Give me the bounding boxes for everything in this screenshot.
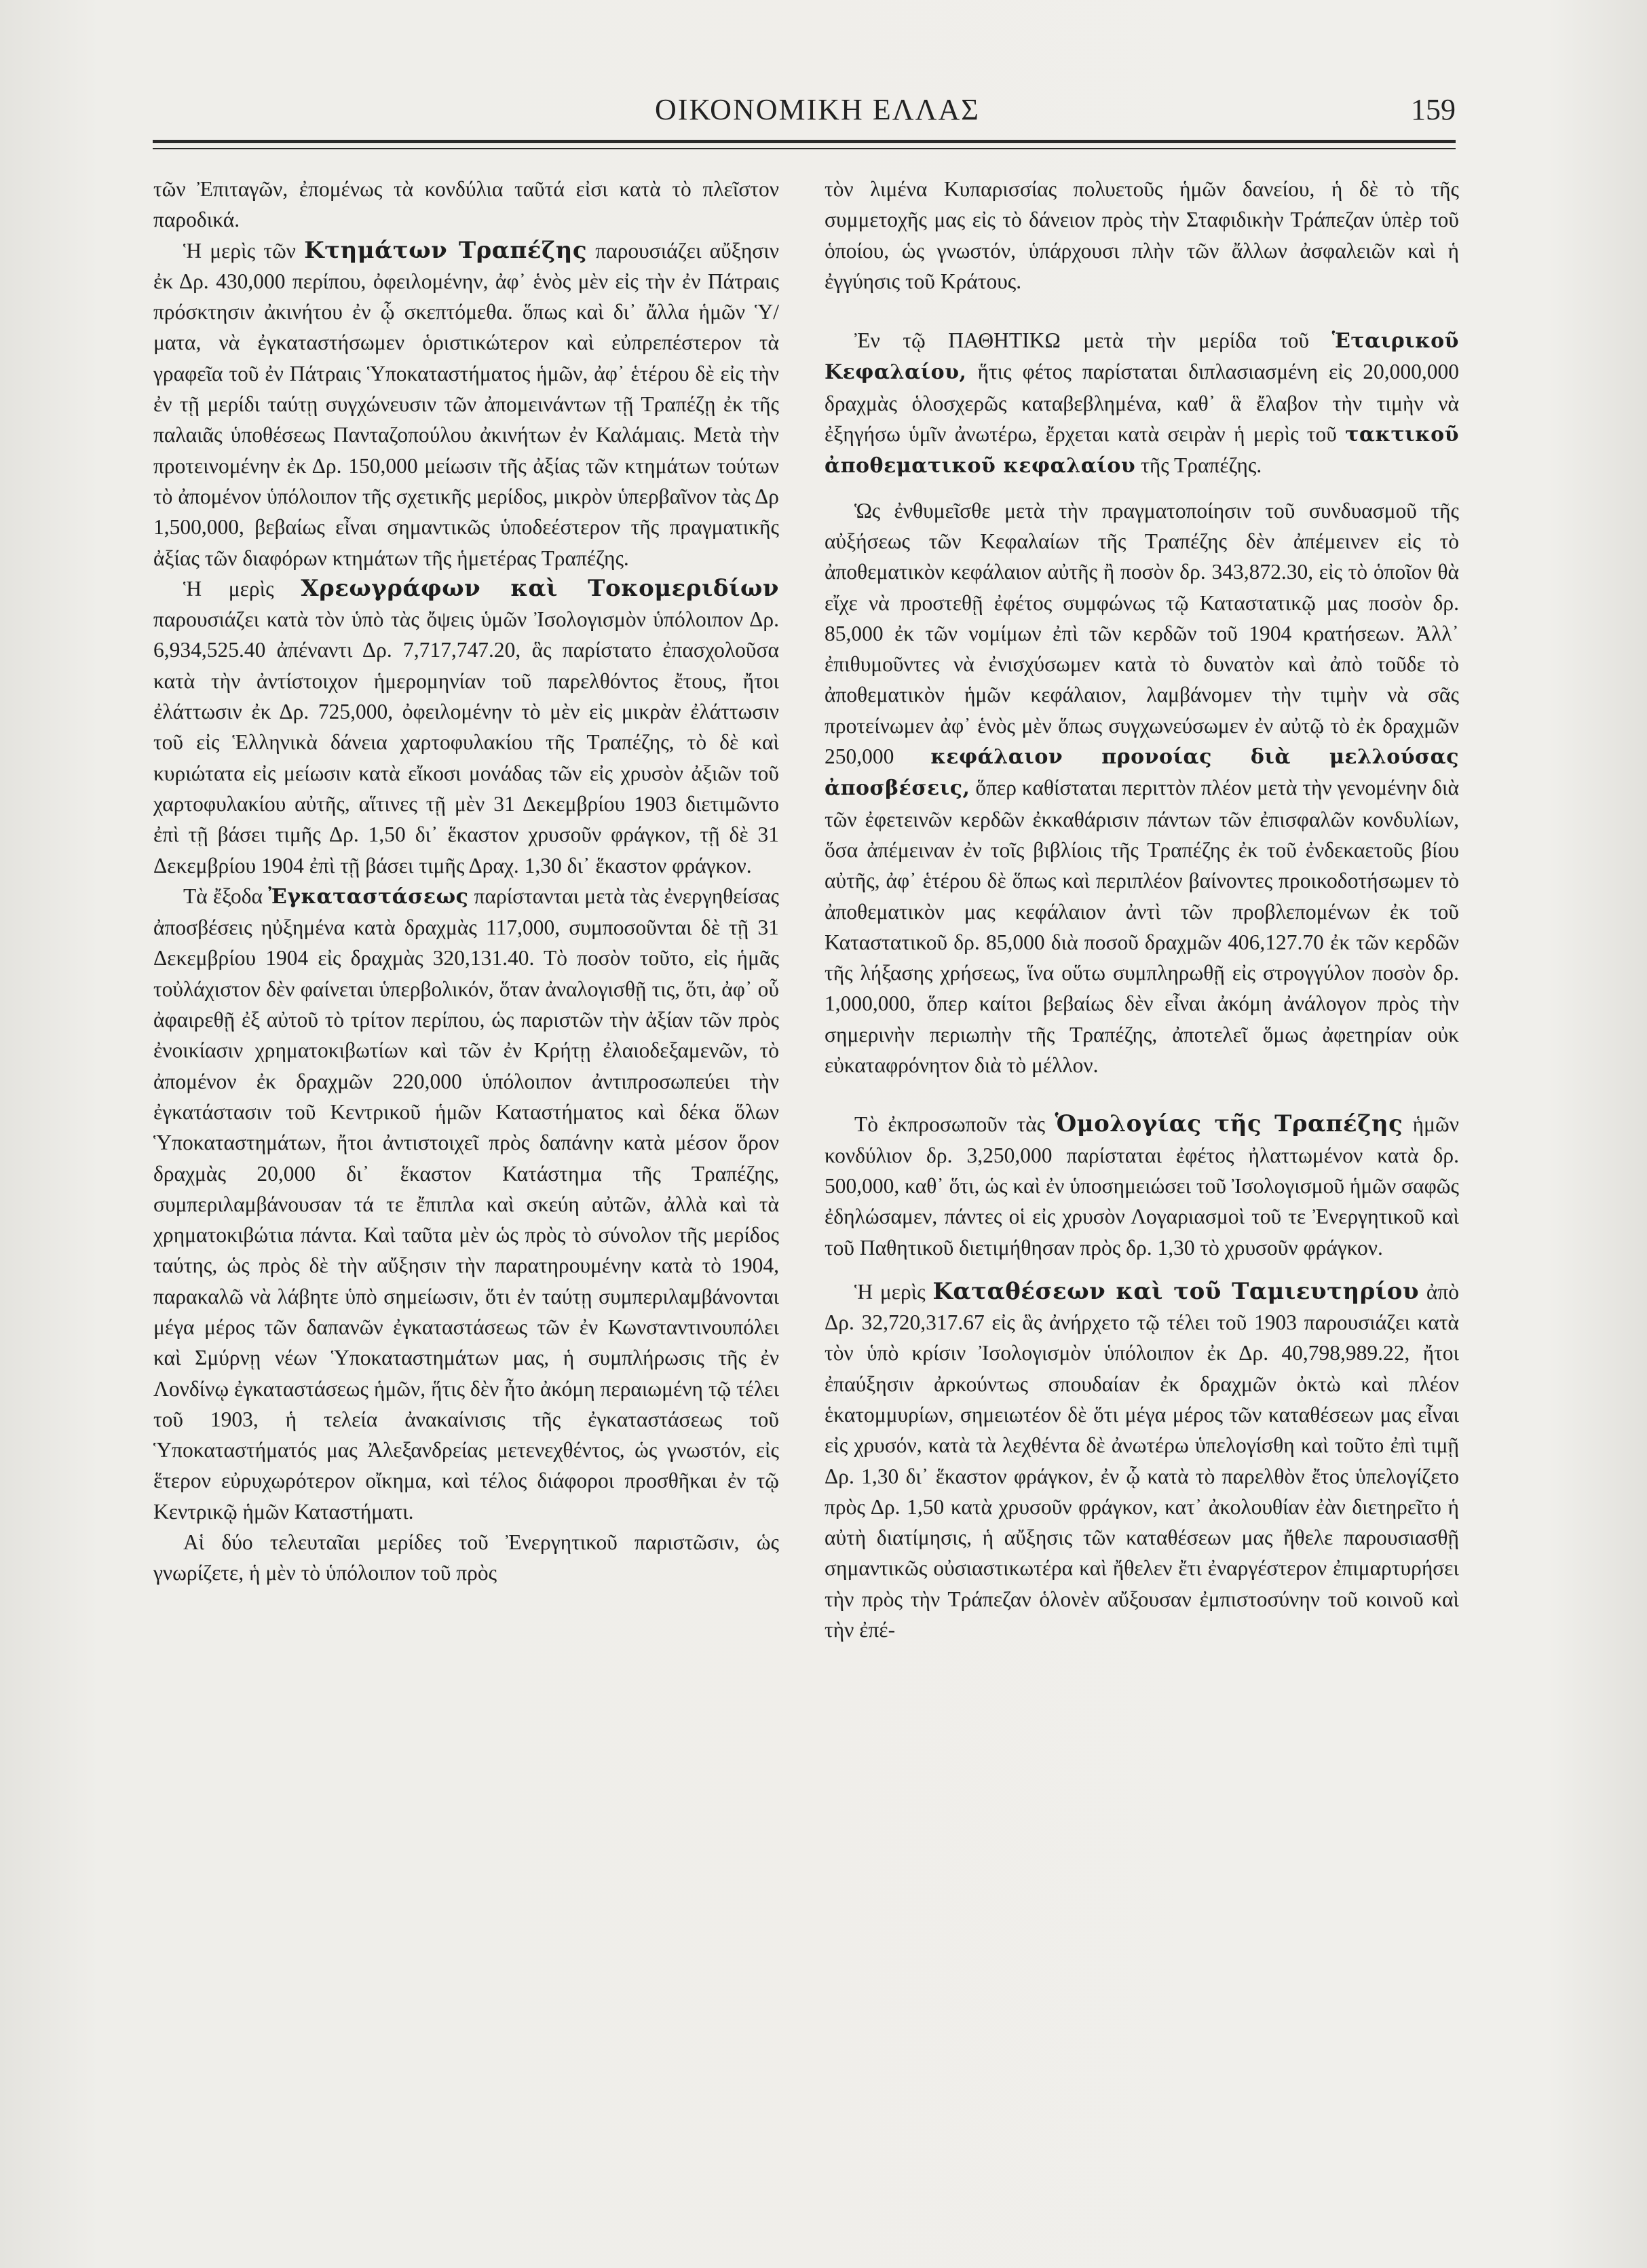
- paragraph-tail: τῆς Τραπέζης.: [1141, 453, 1262, 478]
- paragraph-body: ἀπὸ Δρ. 32,720,317.67 εἰς ἃς ἀνήρχετο τῷ τέλει τοῦ 1903 παρουσιάζει κατὰ τὸν ὑπὸ κρίσιν Ἰσολογισμὸν ὑπόλοιπον ἐκ Δρ. 40,798,989.22, ἤτοι ἐπαύξησιν ἀρκούντως σπουδαίαν ἐκ δραχμῶν ὀκτὼ καὶ πλέον ἑκατομμυρίων, σημειωτέον δὲ ὅτι μέγα μέρος τῶν καταθέσεων μας εἶναι εἰς χρυσόν, κατὰ τὰ λεχθέντα δὲ ἀνωτέρω ὑπελογίσθη καὶ τοῦτο ἐπὶ τιμῇ Δρ. 1,30 δι᾽ ἕκαστον φράγκον, ἐν ᾧ κατὰ τὸ παρελθὸν ἔτος ὑπελογίζετο πρὸς Δρ. 1,50 κατὰ χρυσοῦν φράγκον, κατ᾽ ἀκολουθίαν ἐὰν διετηρεῖτο ἡ αὐτὴ διατίμησις, ἡ αὔξησις τῶν καταθέσεων μας ἤθελε παρουσιασθῇ σημαντικῶς οὐσιαστικωτέρα καὶ ἤθελεν ἔτι ἐναργέστερον ἐπιμαρτυρήσει τὴν πρὸς τὴν Τράπεζαν ὁλονὲν αὔξουσαν ἐμπιστοσύνην τοῦ κοινοῦ καὶ τὴν ἐπέ-: [825, 1279, 1460, 1642]
- paragraph-body: παρίστανται μετὰ τὰς ἐνεργηθείσας ἀποσβέσεις ηὐξημένα κατὰ δραχμὰς 117,000, συμποσοῦνται δὲ τῇ 31 Δεκεμβρίου 1904 εἰς δραχμὰς 320,131.40. Τὸ ποσὸν τοῦτο, εἰς ἡμᾶς τοὐλάχιστον δὲν φαίνεται ὑπερβολικόν, ὅταν ἀναλογισθῇ τις, ὅτι, ἀφ᾽ οὗ ἀφαιρεθῇ ἐξ αὐτοῦ τὸ τρίτον περίπου, ὡς παριστῶν τὴν ἀξίαν τῶν πρὸς ἐνοικίασιν χρηματοκιβωτίων καὶ τῶν ἐν Κρήτῃ ἐλαιοδεξαμενῶν, τὸ ἀπομένον ἐκ δραχμῶν 220,000 ὑπόλοιπον ἀντιπροσωπεύει τὴν ἐγκατάστασιν τοῦ Κεντρικοῦ ἡμῶν Καταστήματος καὶ δέκα ὅλων Ὑποκαταστημάτων, ἤτοι ἀντιστοιχεῖ πρὸς δαπάνην κατὰ μέσον ὅρον δραχμὰς 20,000 δι᾽ ἕκαστον Κατάστημα τῆς Τραπέζης, συμπεριλαμβάνουσαν τά τε ἔπιπλα καὶ σκεύη αὐτῶν, ἀλλὰ καὶ τὰ χρηματοκιβώτια πάντα. Καὶ ταῦτα μὲν ὡς πρὸς τὸ σύνολον τῆς μερίδος ταύτης, ὡς πρὸς δὲ τὴν αὔξησιν τὴν παρατηρουμένην κατὰ τὸ 1904, παρακαλῶ νὰ λάβητε ὑπὸ σημείωσιν, ὅτι ἐν ταύτῃ συμπεριλαμβάνονται μέγα μέρος τῶν δαπανῶν ἐγκαταστάσεως τῶν ἐν Κωνσταντινουπόλει καὶ Σμύρνῃ νέων Ὑποκαταστημάτων μας, ἡ συμπλήρωσις τῆς ἐν Λονδίνῳ ἐγκαταστάσεως ἡμῶν, ἥτις δὲν ἦτο ἀκόμη περαιωμένη τῷ τέλει τοῦ 1903, ἡ τελεία ἀνακαίνισις τῆς ἐγκαταστάσεως τοῦ Ὑποκαταστήματός μας Ἀλεξανδρείας μετενεχθέντος, ὡς γνωστόν, εἰς ἕτερον εὐρυχωρότερον οἴκημα, καὶ τέλος διάφοροι προσθῆκαι ἐν τῷ Κεντρικῷ ἡμῶν Καταστήματι.: [153, 884, 780, 1524]
- paragraph: [153, 235, 779, 573]
- paragraph: [825, 495, 1459, 1081]
- paragraph-lead: Τὸ ἐκπροσωποῦν τὰς: [854, 1112, 1046, 1137]
- section-heading-bonds: Ὁμολογίας τῆς Τραπέζης: [1055, 1110, 1403, 1138]
- paragraph: τῶν Ἐπιταγῶν, ἐπομένως τὰ κονδύλια ταῦτά εἰσι κατὰ τὸ πλεῖστον παροδικά.: [153, 177, 779, 232]
- section-heading-share-capital: Ἑταιρικοῦ Κεφαλαίου,: [825, 329, 1459, 385]
- paragraph-lead: Ἡ μερὶς: [183, 576, 274, 601]
- paragraph-body: παρουσιάζει κατὰ τὸν ὑπὸ τὰς ὄψεις ὑμῶν Ἰσολογισμὸν ὑπόλοιπον Δρ. 6,934,525.40 ἀπέναντι Δρ. 7,717,747.20, ἃς παρίστατο ἐπασχολοῦσα κατὰ τὴν ἀντίστοιχον ἡμερομηνίαν τοῦ παρελθόντος ἔτους, ἤτοι ἐλάττωσιν ἐκ Δρ. 725,000, ὀφειλομένην τὸ μὲν εἰς μικρὰν ἐλάττωσιν τοῦ εἰς Ἑλληνικὰ δάνεια χαρτοφυλακίου τῆς Τραπέζης, τὸ δὲ καὶ κυριώτατα εἰς μείωσιν κατὰ εἴκοσι μονάδας τῶν εἰς χρυσὸν ἀξιῶν τοῦ χαρτοφυλακίου αὐτῆς, αἵτινες τῇ μὲν 31 Δεκεμβρίου 1903 διετιμῶντο ἐπὶ τῇ βάσει τιμῆς Δρ. 1,50 δι᾽ ἕκαστον χρυσοῦν φράγκον, τῇ δὲ 31 Δεκεμβρίου 1904 ἐπὶ τῇ βάσει τιμῆς Δραχ. 1,30 δι᾽ ἕκαστον φράγκον.: [153, 607, 779, 877]
- paragraph-body: Ὡς ἐνθυμεῖσθε μετὰ τὴν πραγματοποίησιν τοῦ συνδυασμοῦ τῆς αὐξήσεως τῶν Κεφαλαίων τῆς Τραπέζης δὲν ἀπέμεινεν εἰς τὸ ἀποθεματικὸν κεφάλαιον αὐτῆς ἢ ποσὸν δρ. 343,872.30, εἰς τὸ ὁποῖον θὰ εἴχε νὰ προστεθῇ ἐφέτος συμφώνως τῷ Καταστατικῷ μας ποσὸν δρ. 85,000 ἐκ τῶν νομίμων ἐπὶ τῶν κερδῶν τοῦ 1904 κρατήσεων. Ἀλλ᾽ ἐπιθυμοῦντες νὰ ἐνισχύσωμεν κατὰ τὸ δυνατὸν καὶ ἀπὸ τοῦδε τὸ ἀποθεματικὸν ἡμῶν κεφάλαιον, λαμβάνομεν τὴν τιμὴν νὰ σᾶς προτείνωμεν ἀφ᾽ ἑνὸς μὲν ὅπως συγχωνεύσωμεν ἐν αὐτῷ τὸ ἐκ δραχμῶν 250,000: [825, 498, 1459, 769]
- paragraph-lead: Ἡ μερὶς τῶν: [183, 238, 296, 263]
- paragraph-tail: ὅπερ καθίσταται περιττὸν πλέον μετὰ τὴν γενομένην διὰ τῶν ἐφετεινῶν κερδῶν ἐκκαθάρισιν πάντων τῶν ἐπισφαλῶν κονδυλίων, ὅσα ἀπέμειναν ἐν τοῖς βιβλίοις τῆς Τραπέζης ἐκ τοῦ ἐνδεκαετοῦς βίου αὐτῆς, ἀφ᾽ ἑτέρου δὲ ὅπως καὶ περιπλέον βαίνοντες προικοδοτήσωμεν τὸ ἀποθεματικὸν μας κεφάλαιον ἀντὶ τῶν προβλεπομένων ἐκ τοῦ Καταστατικοῦ δρ. 85,000 διὰ ποσοῦ δραχμῶν 406,127.70 ἐκ τῶν κερδῶν τῆς λήξασης χρήσεως, ἵνα οὕτω συμπληρωθῇ εἰς στρογγύλον ποσὸν δρ. 1,000,000, ὅπερ καίτοι βεβαίως δὲν εἶναι ἀκόμη ἀνάλογον πρὸς τὴν σημερινὴν περιωπὴν τῆς Τραπέζης, ἀποτελεῖ ὅμως ἀφετηρίαν οὐκ εὐκαταφρόνητον διὰ τὸ μέλλον.: [825, 776, 1459, 1078]
- paragraph-body: ἡμῶν κονδύλιον δρ. 3,250,000 παρίσταται ἐφέτος ἠλαττωμένον κατὰ δρ. 500,000, καθ᾽ ὅτι, ὡς καὶ ἐν ὑποσημειώσει τοῦ Ἰσολογισμοῦ ἡμῶν σαφῶς ἐδηλώσαμεν, πάντες οἱ εἰς χρυσὸν Λογαριασμοὶ τοῦ τε Ἐνεργητικοῦ καὶ τοῦ Παθητικοῦ διετιμήθησαν πρὸς δρ. 1,30 τὸ χρυσοῦν φράγκον.: [825, 1112, 1460, 1260]
- paragraph-body: ἥτις φέτος παρίσταται διπλασιασμένη εἰς 20,000,000 δραχμὰς ὁλοσχερῶς καταβεβλημένα, καθ᾽ ἃ ἔλαβον τὴν τιμὴν νὰ ἐξηγήσω ὑμῖν ἀνωτέρω, ἔρχεται κατὰ σειρὰν ἡ μερὶς τοῦ: [825, 360, 1459, 447]
- right-column: [825, 174, 1459, 1645]
- section-heading-reserve-fund: τακτικοῦ ἀποθεματικοῦ κεφαλαίου: [825, 423, 1460, 478]
- paragraph: [153, 881, 779, 1527]
- running-title: ΟΙΚΟΝΟΜΙΚΗ ΕΛΛΑΣ: [655, 93, 980, 126]
- section-heading-properties: Κτημάτων Τραπέζης: [304, 236, 588, 264]
- paragraph: [825, 1109, 1459, 1262]
- paragraph-body: παρουσιάζει αὔξησιν ἐκ Δρ. 430,000 περίπου, ὀφειλομένην, ἀφ᾽ ἑνὸς μὲν εἰς τὴν ἐν Πάτραις πρόσκτησιν ἀκινήτου ἐν ᾧ σκεπτόμεθα. ὅπως καὶ δι᾽ ἄλλα ἡμῶν Ὑ/ματα, νὰ ἐγκαταστήσωμεν ὁριστικώτερον καὶ εὐπρεπέστερον τὰ γραφεῖα τοῦ ἐν Πάτραις Ὑποκαταστήματος ἡμῶν, ἀφ᾽ ἑτέρου δὲ εἰς τὴν ἐν τῇ μερίδι ταύτῃ συγχώνευσιν τῶν ἀπομεινάντων τῇ Τραπέζῃ ἐκ τῆς παλαιᾶς ὑποθέσεως Πανταζοπούλου ἀκινήτων ἐν Καλάμαις. Μετὰ τὴν προτεινομένην ἐκ Δρ. 150,000 μείωσιν τῆς ἀξίας τῶν κτημάτων τούτων τὸ ἀπομένον ὑπόλοιπον τῆς σχετικῆς μερίδος, μικρὸν ὑπερβαῖνον τὰς Δρ 1,500,000, βεβαίως εἶναι σημαντικῶς ὑποδεέστερον τῆς πραγματικῆς ἀξίας τῶν διαφόρων κτημάτων τῆς ἡμετέρας Τραπέζης.: [153, 238, 779, 570]
- paragraph-lead: Ἡ μερὶς: [854, 1279, 926, 1304]
- paragraph-lead: Τὰ ἔξοδα: [183, 884, 263, 908]
- page-header: [153, 88, 1456, 129]
- left-column: [153, 174, 779, 1589]
- paragraph: [825, 1277, 1459, 1646]
- paragraph: [153, 573, 779, 881]
- header-rule-thin: [153, 148, 1456, 149]
- section-heading-provision-fund: κεφάλαιον προνοίας διὰ μελλούσας ἀποσβέσεις,: [825, 745, 1460, 801]
- paragraph: τὸν λιμένα Κυπαρισσίας πολυετοῦς ἡμῶν δανείου, ἡ δὲ τὸ τῆς συμμετοχῆς μας εἰς τὸ δάνειον πρὸς τὴν Σταφιδικὴν Τράπεζαν ὑπὲρ τοῦ ὁποίου, ὡς γνωστόν, ὑπάρχουσι πλὴν τῶν ἄλλων ἀσφαλειῶν καὶ ἡ ἐγγύησις τοῦ Κράτους.: [825, 177, 1459, 293]
- paragraph-lead: Ἐν τῷ ΠΑΘΗΤΙΚΩ μετὰ τὴν μερίδα τοῦ: [854, 328, 1310, 353]
- page-number: 159: [1411, 93, 1456, 126]
- paragraph: [825, 325, 1459, 481]
- section-heading-deposits: Καταθέσεων καὶ τοῦ Ταμιευτηρίου: [932, 1277, 1420, 1305]
- section-heading-securities: Χρεωγράφων καὶ Τοκομεριδίων: [301, 574, 780, 602]
- section-heading-installation: Ἐγκαταστάσεως: [268, 884, 469, 909]
- header-rule-thick: [153, 140, 1456, 143]
- paragraph: Αἱ δύο τελευταῖαι μερίδες τοῦ Ἐνεργητικοῦ παριστῶσιν, ὡς γνωρίζετε, ἡ μὲν τὸ ὑπόλοιπον τοῦ πρὸς: [153, 1530, 779, 1585]
